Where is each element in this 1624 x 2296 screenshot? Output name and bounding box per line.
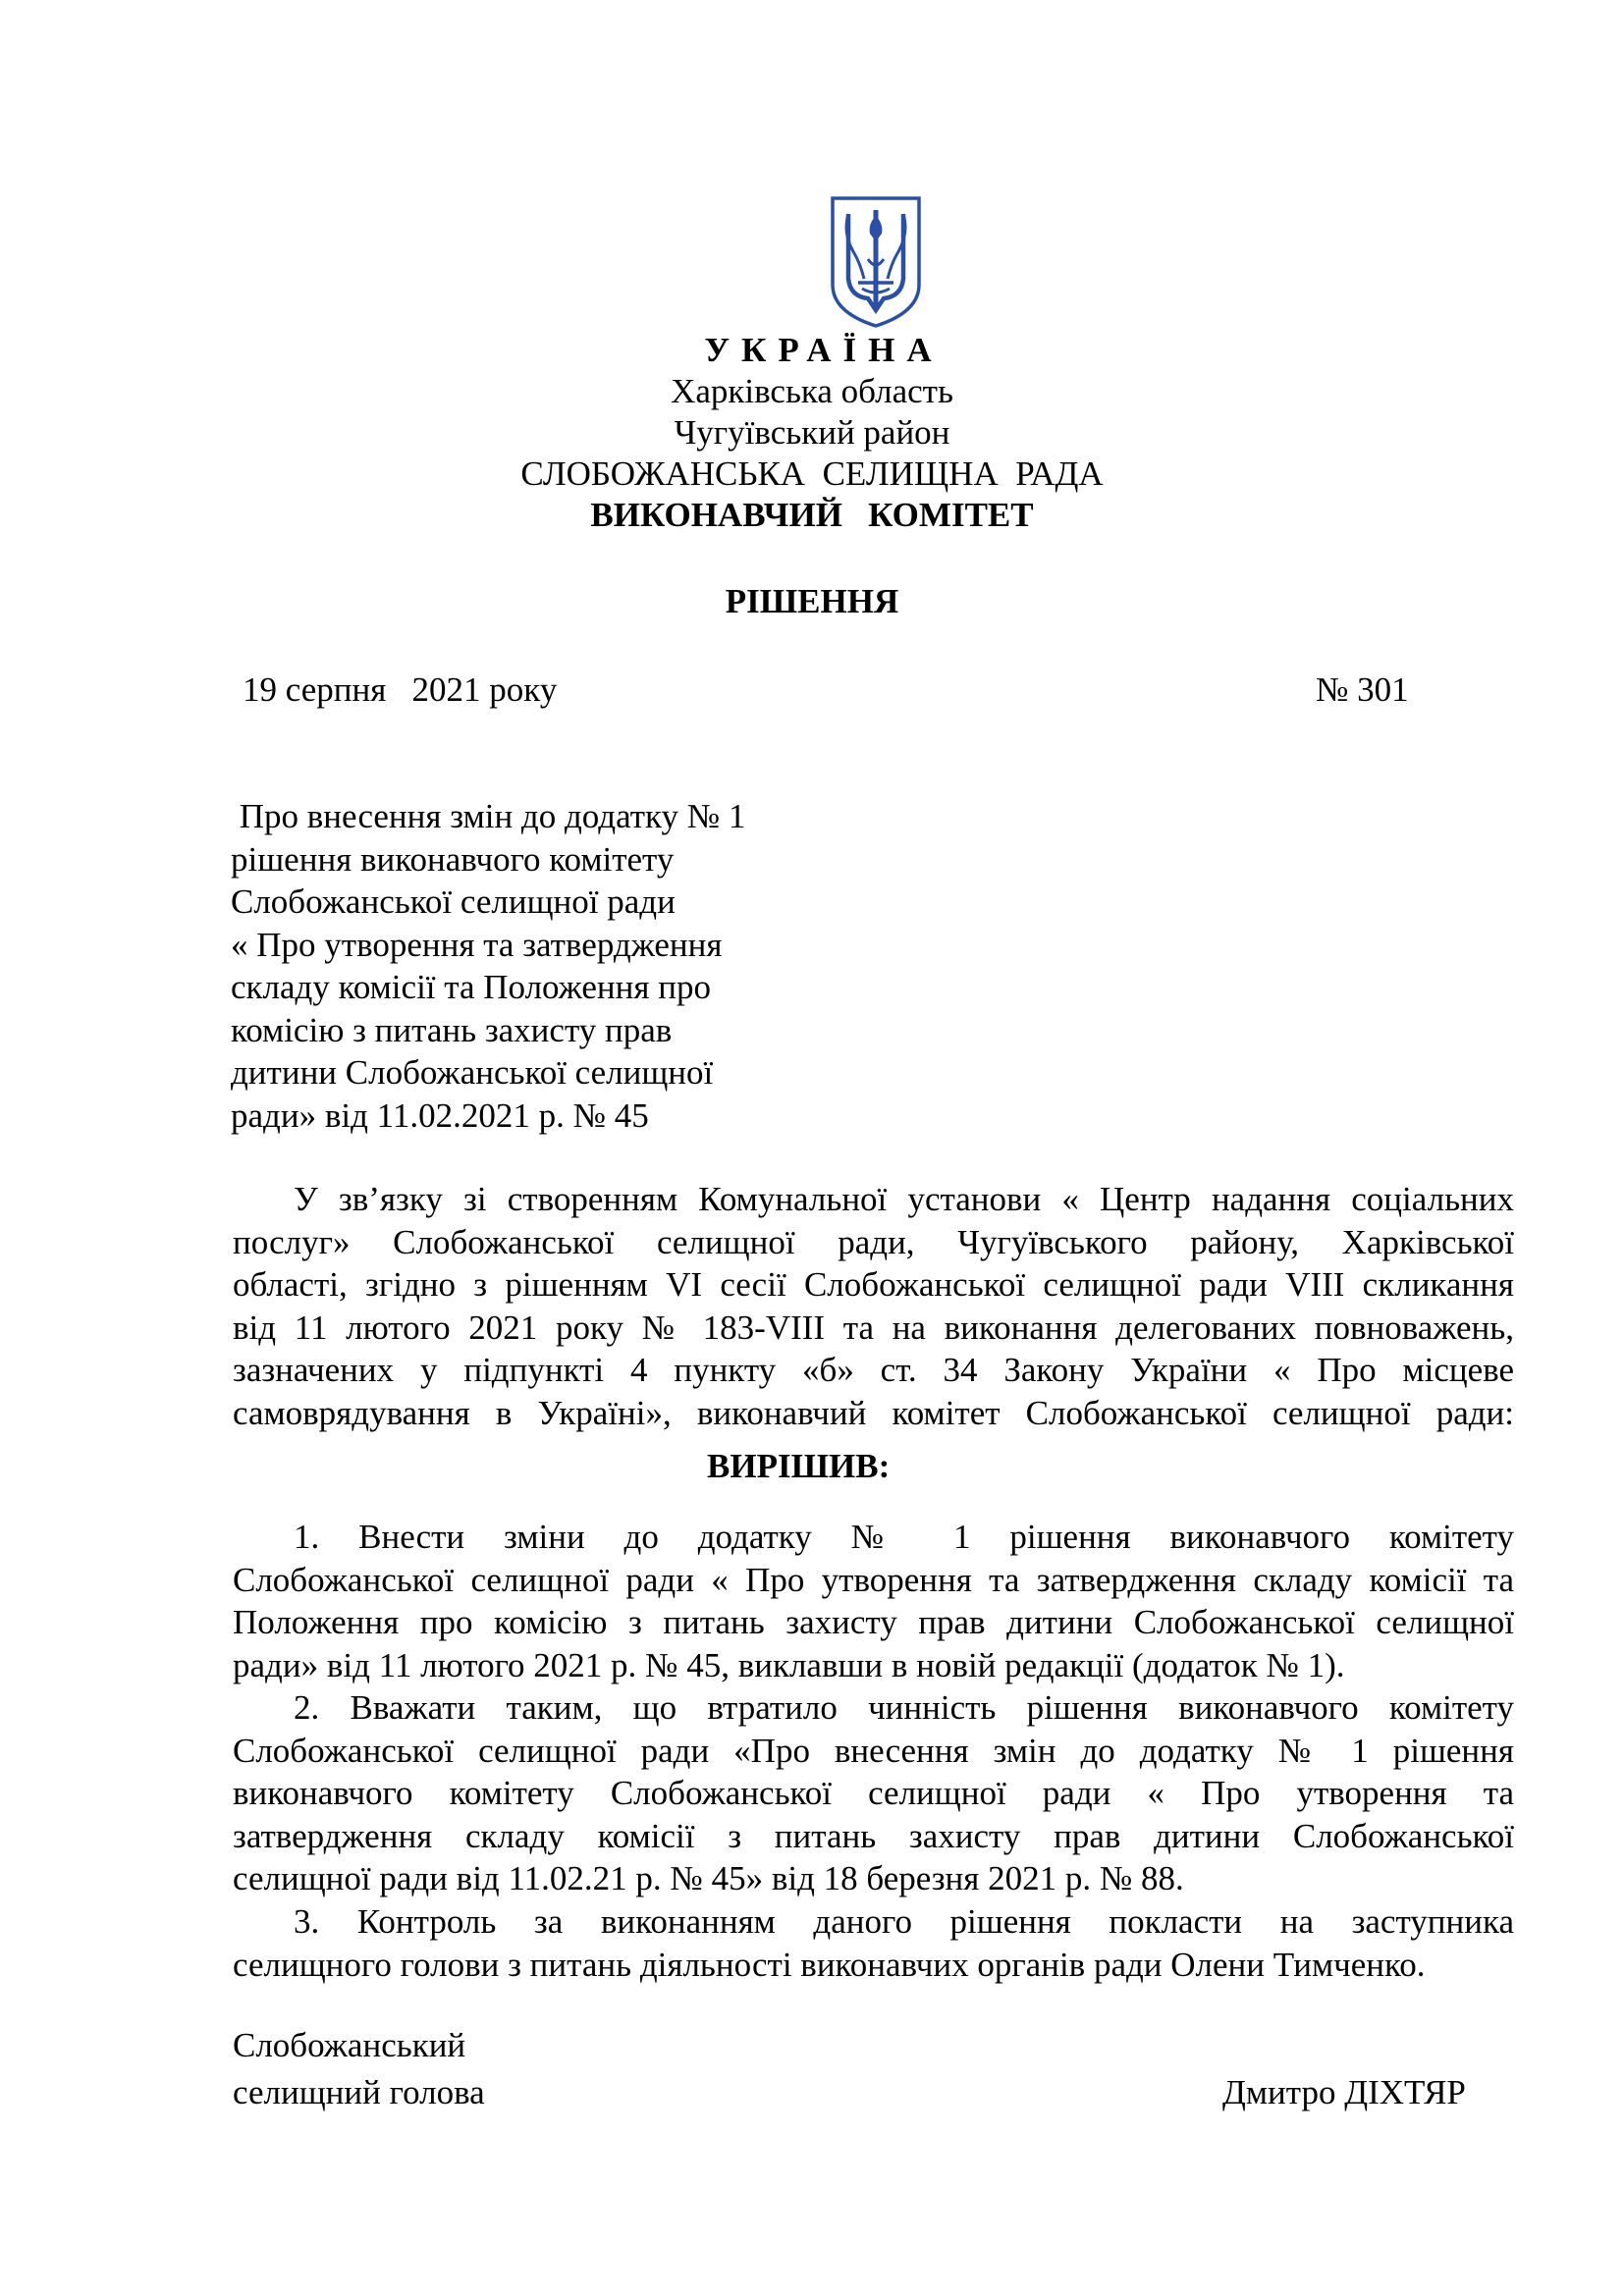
item-line: 1. Внести зміни до додатку № 1 рішення виконавчого комітету bbox=[294, 1518, 1514, 1556]
decision-item-3 bbox=[233, 1900, 1514, 1986]
item-line: ради» від 11 лютого 2021 р. № 45, виклавши в новій редакції (додаток № 1). bbox=[233, 1645, 1345, 1684]
item-line: Положення про комісію з питань захисту прав дитини Слобожанської селищної bbox=[233, 1603, 1514, 1641]
signatory-name: Дмитро ДІХТЯР bbox=[1222, 2073, 1466, 2111]
item-line: виконавчого комітету Слобожанської селищної ради « Про утворення та bbox=[233, 1774, 1514, 1812]
subject-line: Про внесення змін до додатку № 1 bbox=[231, 797, 746, 835]
decided-heading: ВИРІШИВ: bbox=[707, 1447, 891, 1485]
item-line: Слобожанської селищної ради « Про утворення та затвердження складу комісії та bbox=[233, 1560, 1514, 1599]
decision-item-1 bbox=[233, 1516, 1514, 1686]
item-line: селищної ради від 11.02.21 р. № 45» від 18 березня 2021 р. № 88. bbox=[233, 1859, 1184, 1897]
item-line: селищного голови з питань діяльності виконавчих органів ради Олени Тимченко. bbox=[233, 1945, 1426, 1984]
signatory-position bbox=[233, 2022, 485, 2116]
preamble-line: зазначених у підпункті 4 пункту «б» ст. 34 Закону України « Про місцеве bbox=[233, 1351, 1514, 1389]
subject-line: ради» від 11.02.2021 р. № 45 bbox=[231, 1095, 649, 1135]
document-date: 19 серпня 2021 року bbox=[243, 670, 558, 709]
preamble-line: від 11 лютого 2021 року № 183-VIII та на виконання делегованих повноважень, bbox=[233, 1308, 1514, 1347]
decision-subject bbox=[231, 795, 839, 1137]
subject-line: дитини Слобожанської селищної bbox=[231, 1053, 714, 1092]
preamble-line: області, згідно з рішенням VI сесії Слобожанської селищної ради VIII скликання bbox=[233, 1265, 1514, 1304]
item-line: 2. Вважати таким, що втратило чинність рішення виконавчого комітету bbox=[294, 1688, 1514, 1727]
signatory-position-line: селищний голова bbox=[233, 2073, 485, 2111]
subject-line: комісію з питань захисту прав bbox=[231, 1010, 673, 1049]
preamble-line: У зв’язку зі створенням Комунальної установи « Центр надання соціальних bbox=[294, 1180, 1514, 1218]
document-number: № 301 bbox=[1316, 670, 1409, 709]
preamble-line: самоврядування в Україні», виконавчий комітет Слобожанської селищної ради: bbox=[233, 1393, 1514, 1432]
council-name: СЛОБОЖАНСЬКА СЕЛИЩНА РАДА bbox=[520, 454, 1104, 493]
district-name: Чугуївський район bbox=[674, 413, 950, 452]
coat-of-arms-icon bbox=[829, 194, 923, 330]
subject-line: рішення виконавчого комітету bbox=[231, 839, 675, 879]
subject-line: « Про утворення та затвердження bbox=[231, 925, 723, 964]
decision-item-2 bbox=[233, 1686, 1514, 1900]
subject-line: Слобожанської селищної ради bbox=[231, 882, 676, 921]
signatory-position-line: Слобожанський bbox=[233, 2026, 466, 2064]
preamble-line: послуг» Слобожанської селищної ради, Чугуївського району, Харківської bbox=[233, 1222, 1514, 1261]
subject-line: складу комісії та Положення про bbox=[231, 968, 711, 1006]
item-line: Слобожанської селищної ради «Про внесення змін до додатку № 1 рішення bbox=[233, 1731, 1514, 1770]
document-type: РІШЕННЯ bbox=[725, 582, 899, 620]
preamble-paragraph bbox=[233, 1178, 1514, 1434]
item-line: затвердження складу комісії з питань захисту прав дитини Слобожанської bbox=[233, 1816, 1514, 1855]
region-name: Харківська область bbox=[671, 372, 953, 410]
item-line: 3. Контроль за виконанням даного рішення покласти на заступника bbox=[294, 1902, 1514, 1941]
country-name: УКРАЇНА bbox=[704, 331, 944, 369]
committee-name: ВИКОНАВЧИЙ КОМІТЕТ bbox=[590, 496, 1034, 534]
